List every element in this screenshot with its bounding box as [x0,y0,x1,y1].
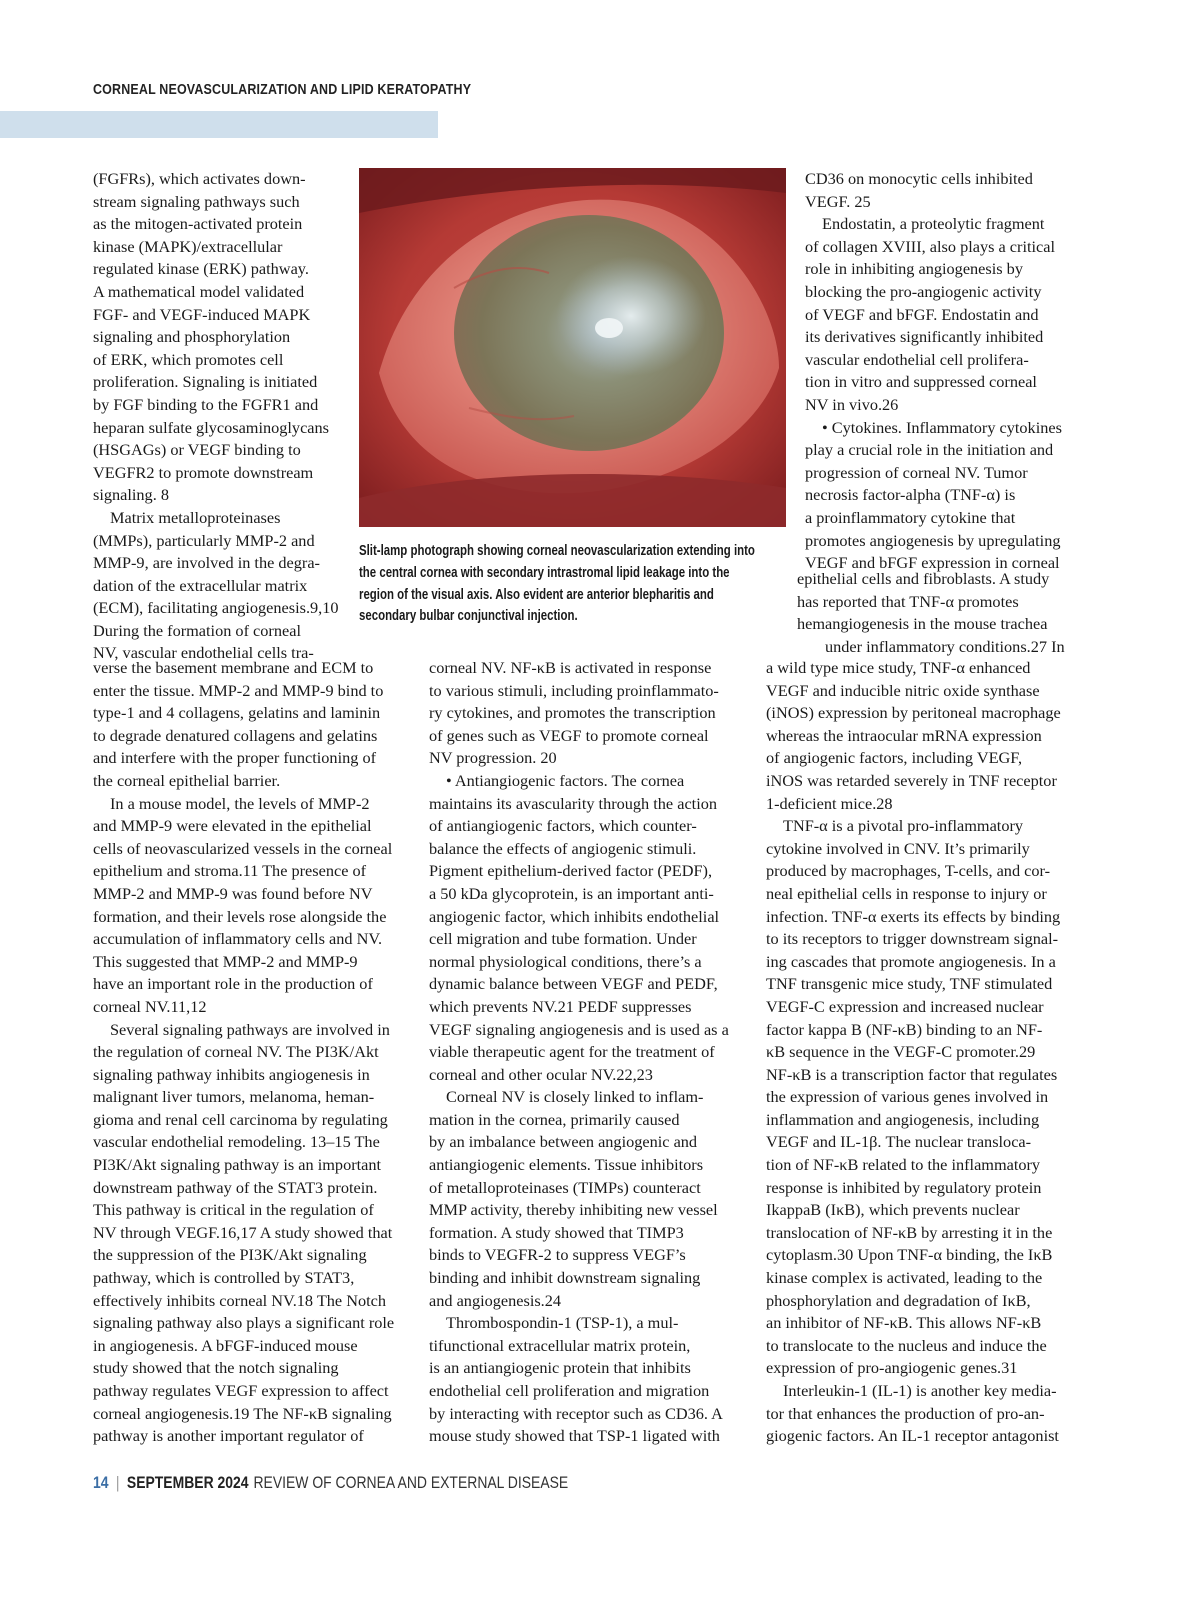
footer-separator: | [115,1473,120,1492]
text-line: 1-deficient mice.28 [766,793,893,813]
text-line: vascular endothelial remodeling. 13–15 The [93,1132,380,1152]
caption-line: Slit-lamp photograph showing corneal neovascularization extending into [359,543,755,559]
text-line: signaling. 8 [93,485,169,505]
text-line: pathway, which is controlled by STAT3, [93,1268,355,1288]
caption-line: region of the visual axis. Also evident are anterior blepharitis and [359,586,714,603]
text-line: corneal NV.11,12 [93,996,207,1016]
text-line: NV through VEGF.16,17 A study showed that [93,1222,393,1242]
text-line: formation. A study showed that TIMP3 [429,1222,684,1242]
text-line: stream signaling pathways such [93,191,300,211]
text-line: pathway is another important regulator of [93,1426,364,1446]
text-line: This pathway is critical in the regulation of [93,1200,374,1220]
publication-name: REVIEW OF CORNEA AND EXTERNAL DISEASE [253,1473,569,1492]
text-line: VEGF and inducible nitric oxide synthase [766,680,1040,700]
text-line: IkappaB (IκB), which prevents nuclear [766,1200,1020,1220]
text-line: signaling pathway also plays a significant role [93,1313,395,1333]
text-line: which prevents NV.21 PEDF suppresses [429,996,692,1016]
text-line: ing cascades that promote angiogenesis. In a [766,951,1056,971]
slit-lamp-photograph [359,168,786,527]
text-line: epithelium and stroma.11 The presence of [93,861,367,881]
text-line: epithelial cells and fibroblasts. A study [797,569,1050,588]
text-line: under inflammatory conditions.27 In [825,636,1065,656]
text-line: signaling pathway inhibits angiogenesis in [93,1064,370,1084]
text-line: the regulation of corneal NV. The PI3K/Akt [93,1042,379,1062]
figure-caption [359,541,755,628]
text-line: NF-κB is a transcription factor that regulates [766,1064,1058,1084]
text-line: infection. TNF-α exerts its effects by binding [766,906,1061,926]
text-line: malignant liver tumors, melanoma, heman- [93,1087,375,1107]
text-line: by interacting with receptor such as CD36. A [429,1403,723,1423]
column-1-bottom [93,657,394,1448]
text-line: • Antiangiogenic factors. The cornea [446,770,685,790]
text-line: Interleukin-1 (IL-1) is another key media- [783,1381,1057,1400]
text-line: Pigment epithelium-derived factor (PEDF), [429,861,713,881]
text-line: of angiogenic factors, including VEGF, [766,748,1023,768]
text-line: VEGFR2 to promote downstream [93,462,314,482]
text-line: cytokine involved in CNV. It’s primarily [766,838,1030,858]
text-line: (HSGAGs) or VEGF binding to [93,440,301,460]
text-line: play a crucial role in the initiation and [805,440,1054,460]
text-line: VEGF signaling angiogenesis and is used as a [429,1019,729,1039]
text-line: downstream pathway of the STAT3 protein. [93,1177,378,1197]
header-accent-bar [0,111,438,138]
text-line: translocation of NF-κB by arresting it in the [766,1222,1053,1242]
text-line: study showed that the notch signaling [93,1358,339,1378]
text-line: whereas the intraocular mRNA expression [766,725,1042,745]
text-line: Several signaling pathways are involved in [110,1019,390,1039]
text-line: of genes such as VEGF to promote corneal [429,725,709,745]
text-line: kinase (MAPK)/extracellular [93,236,283,256]
text-line: a proinflammatory cytokine that [805,507,1016,527]
text-line: iNOS was retarded severely in TNF receptor [766,770,1057,790]
text-line: vascular endothelial cell prolifera- [805,349,1029,369]
text-line: (FGFRs), which activates down- [93,169,306,188]
issue-date: SEPTEMBER 2024 [126,1473,249,1492]
column-1-top [93,168,339,665]
text-line: cell migration and tube formation. Under [429,929,697,949]
text-line: TNF-α is a pivotal pro-inflammatory [783,816,1024,836]
text-line: hemangiogenesis in the mouse trachea [797,614,1048,634]
text-line: is an antiangiogenic protein that inhibits [429,1358,691,1378]
text-line: heparan sulfate glycosaminoglycans [93,417,329,437]
text-line: normal physiological conditions, there’s a [429,951,702,971]
text-line: tifunctional extracellular matrix protein, [429,1335,691,1355]
text-line: of ERK, which promotes cell [93,349,284,369]
text-line: NV in vivo.26 [805,394,899,414]
text-line: FGF- and VEGF-induced MAPK [93,304,311,324]
caption-line: secondary bulbar conjunctival injection. [359,608,578,625]
text-line: (MMPs), particularly MMP-2 and [93,530,315,550]
text-line: and angiogenesis.24 [429,1290,562,1310]
text-line: viable therapeutic agent for the treatment of [429,1042,715,1062]
text-line: κB sequence in the VEGF-C promoter.29 [766,1042,1036,1062]
text-line: progression of corneal NV. Tumor [805,462,1028,482]
text-line: endothelial cell proliferation and migration [429,1381,710,1400]
text-line: have an important role in the production of [93,974,373,994]
text-line: mouse study showed that TSP-1 ligated with [429,1426,720,1446]
text-line: inflammation and angiogenesis, including [766,1109,1040,1129]
text-line: the corneal epithelial barrier. [93,770,281,790]
text-line: PI3K/Akt signaling pathway is an important [93,1155,382,1175]
text-line: and interfere with the proper functioning of [93,748,377,768]
text-line: MMP-9, are involved in the degra- [93,553,320,573]
text-line: Matrix metalloproteinases [110,507,281,527]
text-line: tion in vitro and suppressed corneal [805,372,1037,392]
text-line: Thrombospondin-1 (TSP-1), a mul- [446,1313,679,1333]
text-line: factor kappa B (NF-κB) binding to an NF- [766,1019,1043,1039]
text-line: necrosis factor-alpha (TNF-α) is [805,485,1016,505]
text-line: maintains its avascularity through the action [429,793,718,813]
text-line: effectively inhibits corneal NV.18 The Notch [93,1290,386,1310]
text-line: VEGF-C expression and increased nuclear [766,996,1044,1016]
text-line: During the formation of corneal [93,620,301,640]
column-3-bottom [766,657,1061,1448]
text-line: by FGF binding to the FGFR1 and [93,394,319,414]
text-line: the expression of various genes involved in [766,1087,1049,1107]
text-line: MMP activity, thereby inhibiting new vessel [429,1200,718,1220]
text-line: corneal and other ocular NV.22,23 [429,1064,653,1084]
text-line: angiogenic factor, which inhibits endothelial [429,906,720,926]
text-line: a wild type mice study, TNF-α enhanced [766,658,1031,677]
text-line: regulated kinase (ERK) pathway. [93,259,309,279]
text-line: by an imbalance between angiogenic and [429,1132,698,1152]
eye-image [359,168,786,527]
text-line: promotes angiogenesis by upregulating [805,530,1061,550]
text-line: and MMP-9 were elevated in the epithelial [93,816,372,836]
text-line: binds to VEGFR-2 to suppress VEGF’s [429,1245,686,1265]
text-line: VEGF and bFGF expression in corneal [805,553,1060,573]
text-line: role in inhibiting angiogenesis by [805,259,1023,279]
text-line: tion of NF-κB related to the inflammatory [766,1155,1041,1175]
text-line: (ECM), facilitating angiogenesis.9,10 [93,598,339,618]
text-line: • Cytokines. Inflammatory cytokines [822,417,1062,437]
text-line: a 50 kDa glycoprotein, is an important anti- [429,883,714,903]
text-line: accumulation of inflammatory cells and NV. [93,929,383,949]
text-line: corneal angiogenesis.19 The NF-κB signaling [93,1403,392,1423]
text-line: antiangiogenic elements. Tissue inhibitors [429,1155,704,1175]
text-line: has reported that TNF-α promotes [797,591,1019,611]
text-line: of antiangiogenic factors, which counter- [429,816,697,836]
text-line: gioma and renal cell carcinoma by regulating [93,1109,388,1129]
text-line: expression of pro-angiogenic genes.31 [766,1358,1018,1378]
text-line: signaling and phosphorylation [93,327,291,347]
text-line: as the mitogen-activated protein [93,214,303,234]
column-2 [429,657,729,1448]
text-line: Endostatin, a proteolytic fragment [822,214,1045,234]
text-line: balance the effects of angiogenic stimuli. [429,838,697,858]
text-line: to various stimuli, including proinflammato- [429,680,719,700]
text-line: phosphorylation and degradation of IκB, [766,1290,1031,1310]
text-line: MMP-2 and MMP-9 was found before NV [93,883,373,903]
text-line: VEGF. 25 [805,191,871,211]
text-line: mation in the cornea, primarily caused [429,1109,680,1129]
text-line: giogenic factors. An IL-1 receptor antagonist [766,1426,1059,1446]
text-line: to its receptors to trigger downstream signal- [766,929,1059,949]
text-line: in angiogenesis. A bFGF-induced mouse [93,1335,358,1355]
text-line: VEGF and IL-1β. The nuclear transloca- [766,1132,1032,1152]
text-line: kinase complex is activated, leading to the [766,1268,1043,1288]
column-3-middle [797,568,1065,658]
text-line: NV progression. 20 [429,748,557,768]
text-line: dation of the extracellular matrix [93,575,308,595]
text-line: In a mouse model, the levels of MMP-2 [110,793,370,813]
text-line: an inhibitor of NF-κB. This allows NF-κB [766,1313,1042,1333]
text-line: of collagen XVIII, also plays a critical [805,236,1055,256]
text-line: (iNOS) expression by peritoneal macrophage [766,703,1061,723]
running-title: CORNEAL NEOVASCULARIZATION AND LIPID KERATOPATHY [93,82,472,98]
text-line: A mathematical model validated [93,281,305,301]
text-line: pathway regulates VEGF expression to affect [93,1381,389,1400]
text-line: tor that enhances the production of pro-an- [766,1403,1045,1423]
text-line: proliferation. Signaling is initiated [93,372,318,392]
text-line: formation, and their levels rose alongside the [93,906,387,926]
text-line: CD36 on monocytic cells inhibited [805,169,1033,188]
text-line: dynamic balance between VEGF and PEDF, [429,974,718,994]
text-line: NV, vascular endothelial cells tra- [93,643,314,663]
page-number: 14 [93,1473,109,1492]
text-line: cytoplasm.30 Upon TNF-α binding, the IκB [766,1245,1053,1265]
text-line: cells of neovascularized vessels in the corneal [93,838,393,858]
text-line: to degrade denatured collagens and gelatins [93,725,378,745]
text-line: ry cytokines, and promotes the transcription [429,703,716,723]
text-line: response is inhibited by regulatory protein [766,1177,1042,1197]
text-line: to translocate to the nucleus and induce the [766,1335,1047,1355]
text-line: blocking the pro-angiogenic activity [805,281,1042,301]
text-line: Corneal NV is closely linked to inflam- [446,1087,704,1107]
text-line: enter the tissue. MMP-2 and MMP-9 bind to [93,680,384,700]
text-line: TNF transgenic mice study, TNF stimulated [766,974,1053,994]
text-line: produced by macrophages, T-cells, and cor- [766,861,1051,881]
text-line: the suppression of the PI3K/Akt signaling [93,1245,367,1265]
text-line: its derivatives significantly inhibited [805,327,1044,347]
text-line: verse the basement membrane and ECM to [93,658,374,677]
text-line: corneal NV. NF-κB is activated in response [429,658,712,677]
column-3-top [805,168,1062,575]
text-line: binding and inhibit downstream signaling [429,1268,701,1288]
caption-line: the central cornea with secondary intrastromal lipid leakage into the [359,564,730,581]
page-footer [93,1473,568,1493]
text-line: type-1 and 4 collagens, gelatins and laminin [93,703,381,723]
text-line: This suggested that MMP-2 and MMP-9 [93,951,358,971]
text-line: of metalloproteinases (TIMPs) counteract [429,1177,701,1197]
text-line: of VEGF and bFGF. Endostatin and [805,304,1039,324]
text-line: neal epithelial cells in response to injury or [766,883,1047,903]
